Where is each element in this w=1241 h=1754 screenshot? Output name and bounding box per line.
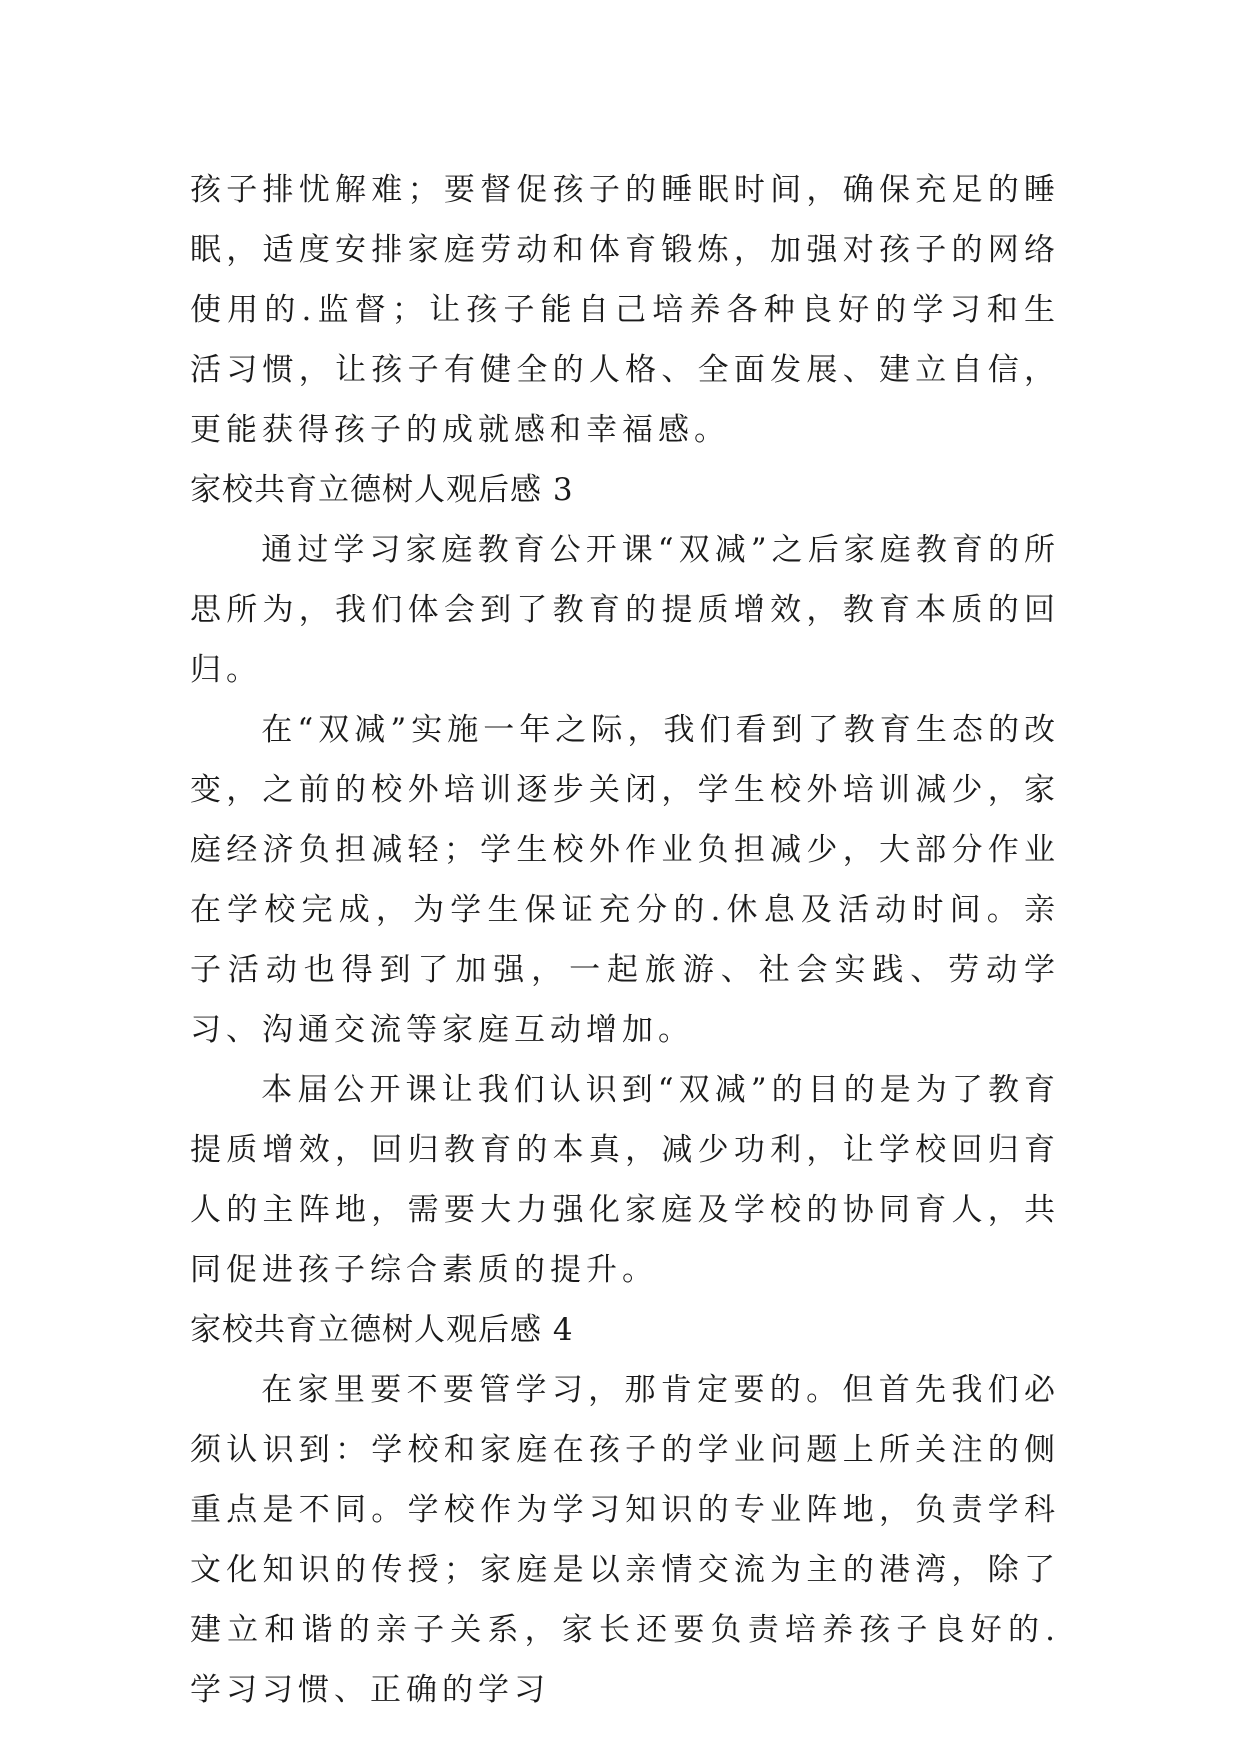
section-3-paragraph-2: 在“双减”实施一年之际，我们看到了教育生态的改变，之前的校外培训逐步关闭，学生校外培训减少，家庭经济负担减轻；学生校外作业负担减少，大部分作业在学校完成，为学生保证充分的.休息及活动时间。亲子活动也得到了加强，一起旅游、社会实践、劳动学习、沟通交流等家庭互动增加。 [190,712,1060,1048]
continuation-paragraph: 孩子排忧解难；要督促孩子的睡眠时间，确保充足的睡眠，适度安排家庭劳动和体育锻炼，加强对孩子的网络使用的.监督；让孩子能自己培养各种良好的学习和生活习惯，让孩子有健全的人格、全面发展、建立自信，更能获得孩子的成就感和幸福感。 [190,172,1060,448]
section-3-heading: 家校共育立德树人观后感 3 [190,472,574,508]
section-4-paragraph-1: 在家里要不要管学习，那肯定要的。但首先我们必须认识到：学校和家庭在孩子的学业问题上所关注的侧重点是不同。学校作为学习知识的专业阵地，负责学科文化知识的传授；家庭是以亲情交流为主的港湾，除了建立和谐的亲子关系，家长还要负责培养孩子良好的.学习习惯、正确的学习 [190,1372,1060,1708]
section-3-paragraph-1: 通过学习家庭教育公开课“双减”之后家庭教育的所思所为，我们体会到了教育的提质增效，教育本质的回归。 [190,532,1060,688]
section-4-heading: 家校共育立德树人观后感 4 [190,1312,574,1348]
document-body [190,160,1060,1720]
section-3-paragraph-3: 本届公开课让我们认识到“双减”的目的是为了教育提质增效，回归教育的本真，减少功利，让学校回归育人的主阵地，需要大力强化家庭及学校的协同育人，共同促进孩子综合素质的提升。 [190,1072,1060,1288]
